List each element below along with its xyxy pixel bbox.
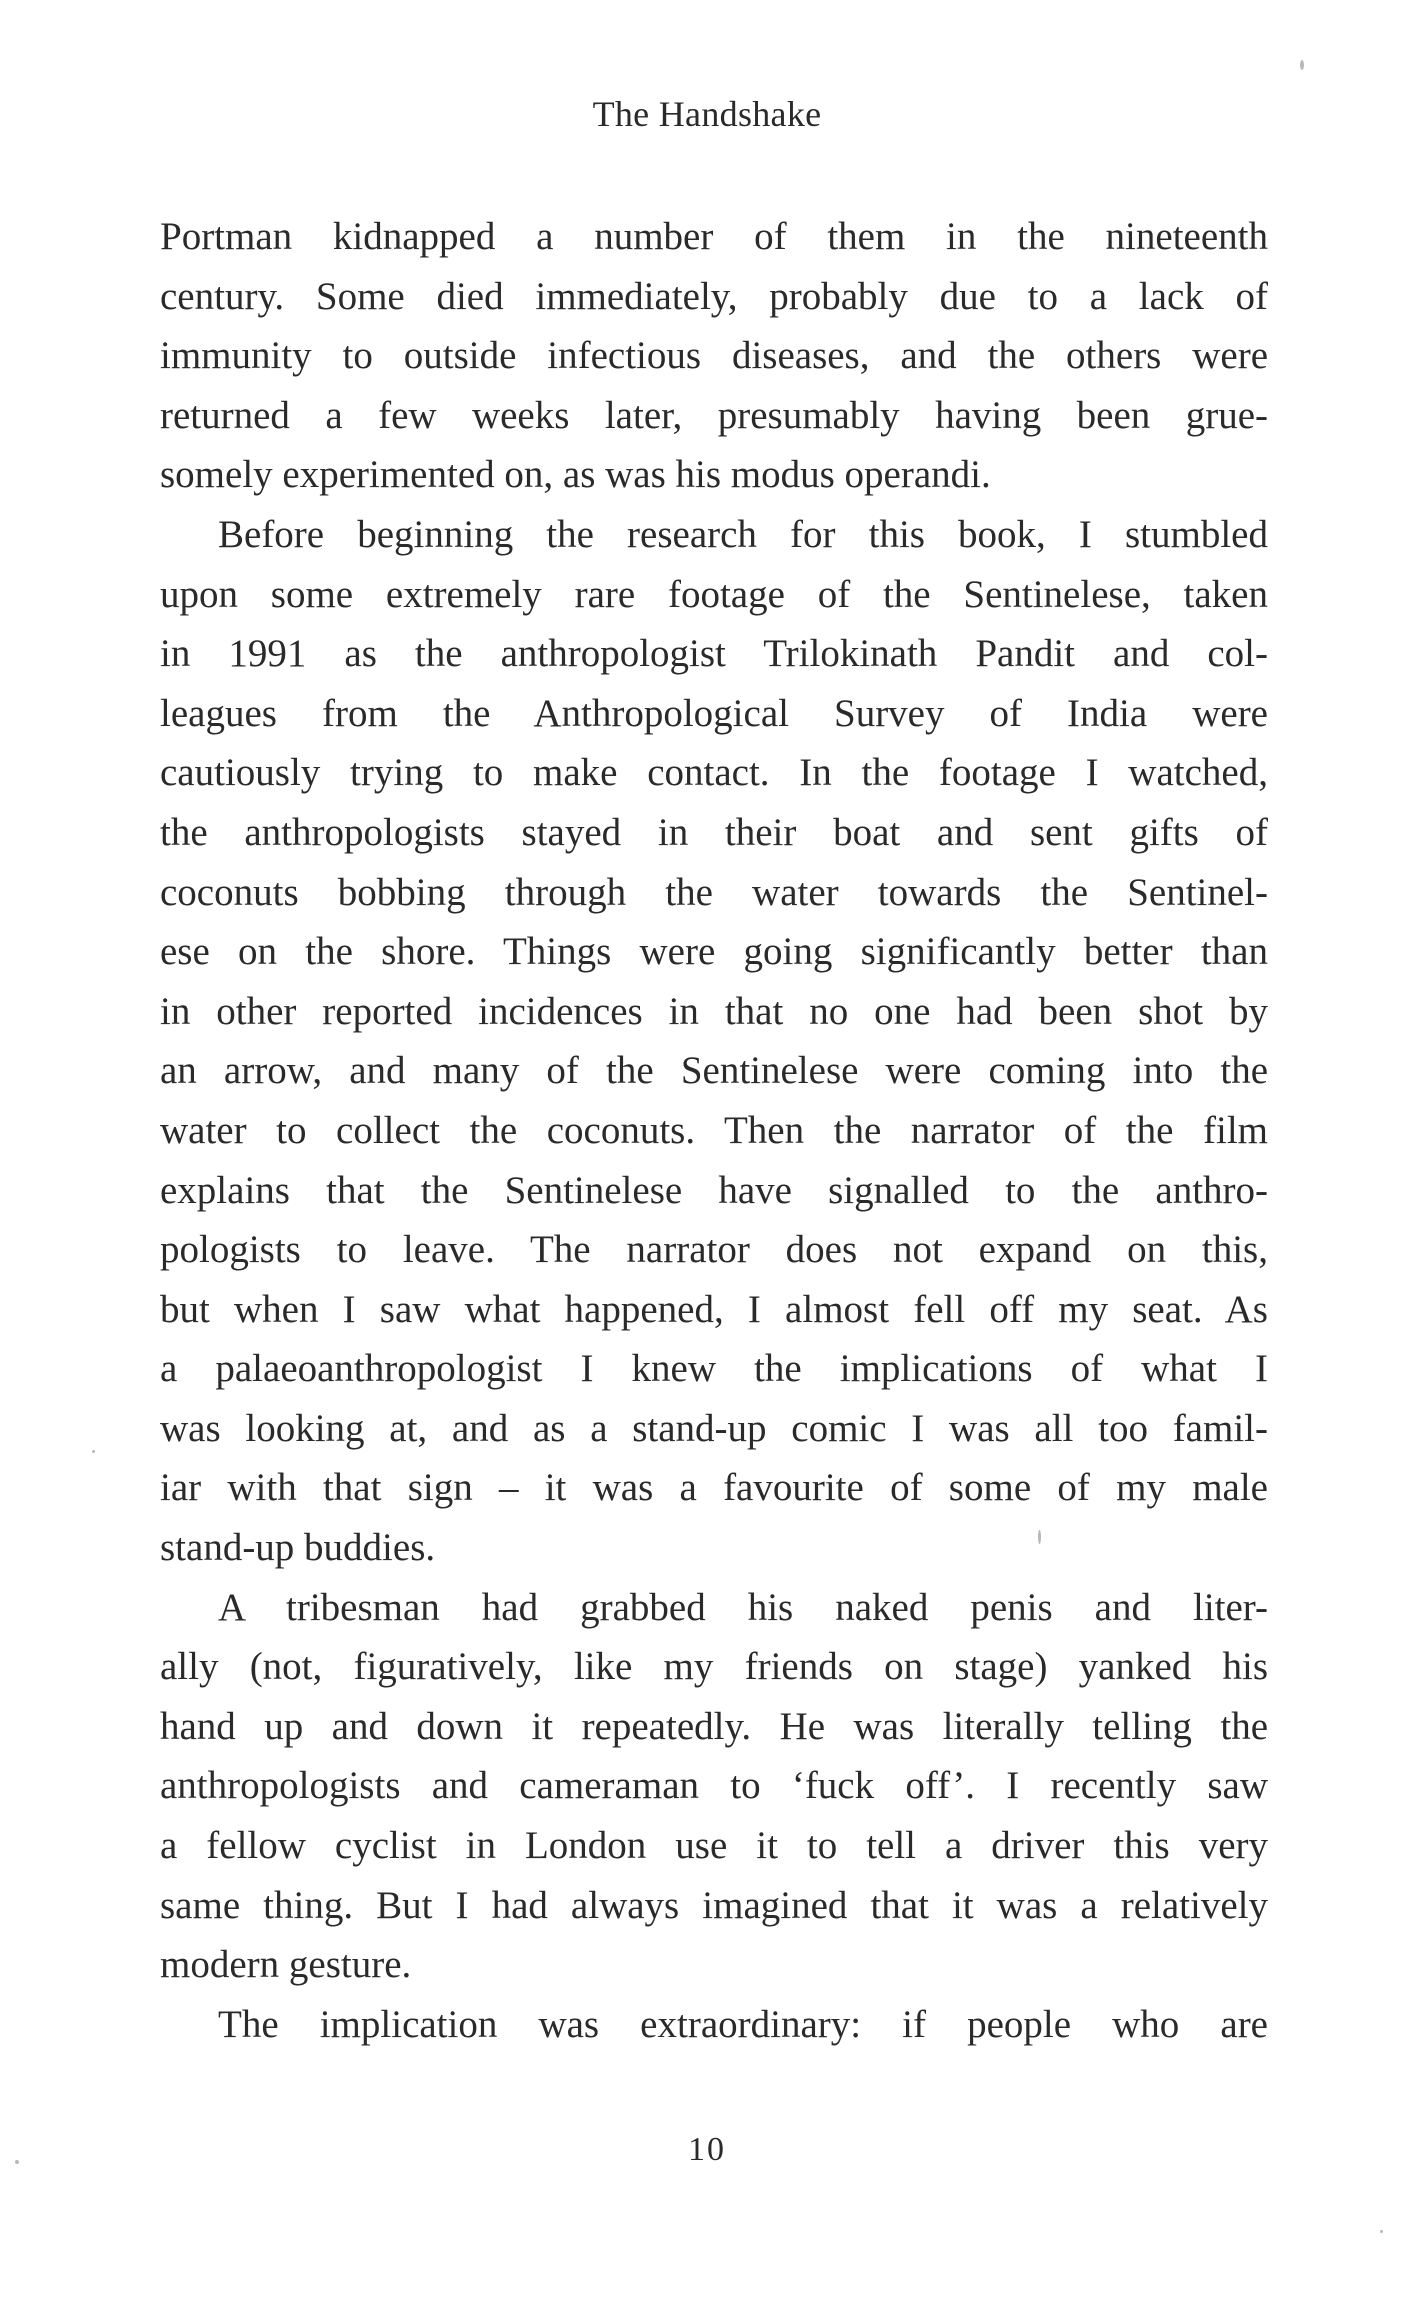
text-line: water to collect the coconuts. Then the narrator of the film — [160, 1108, 1268, 1152]
running-head: The Handshake — [592, 94, 822, 134]
text-line: modern gesture. — [160, 1943, 412, 1987]
text-line: an arrow, and many of the Sentinelese were coming into the — [160, 1049, 1268, 1093]
text-line: hand up and down it repeatedly. He was literally telling the — [160, 1704, 1268, 1748]
text-line: was looking at, and as a stand-up comic I was all too famil- — [160, 1406, 1268, 1450]
text-line: pologists to leave. The narrator does not expand on this, — [160, 1228, 1268, 1272]
body-text — [160, 207, 1268, 2054]
text-line: cautiously trying to make contact. In the footage I watched, — [160, 751, 1268, 795]
text-line: iar with that sign – it was a favourite of some of my male — [160, 1466, 1268, 1510]
text-line: Portman kidnapped a number of them in the nineteenth — [160, 215, 1268, 258]
text-line: anthropologists and cameraman to ‘fuck off’. I recently saw — [160, 1764, 1268, 1808]
text-line: upon some extremely rare footage of the Sentinelese, taken — [160, 572, 1268, 616]
text-line: coconuts bobbing through the water towards the Sentinel- — [160, 870, 1268, 914]
text-line: Before beginning the research for this book, I stumbled — [218, 512, 1268, 556]
text-line: stand-up buddies. — [160, 1526, 436, 1570]
text-line: explains that the Sentinelese have signalled to the anthro- — [160, 1168, 1268, 1212]
text-line: A tribesman had grabbed his naked penis and liter- — [218, 1585, 1268, 1629]
text-line: immunity to outside infectious diseases, and the others were — [160, 334, 1268, 378]
text-line: returned a few weeks later, presumably having been grue- — [160, 393, 1268, 437]
text-line: a palaeoanthropologist I knew the implications of what I — [160, 1347, 1268, 1391]
scan-speck — [15, 2160, 19, 2164]
text-line: somely experimented on, as was his modus operandi. — [160, 453, 991, 497]
text-line: the anthropologists stayed in their boat and sent gifts of — [160, 810, 1268, 854]
text-line: century. Some died immediately, probably due to a lack of — [160, 274, 1268, 318]
text-line: leagues from the Anthropological Survey of India were — [160, 691, 1268, 735]
scan-speck — [1380, 2230, 1383, 2233]
scan-speck — [1300, 60, 1304, 70]
text-line: same thing. But I had always imagined that it was a relatively — [160, 1883, 1268, 1927]
text-line: The implication was extraordinary: if people who are — [218, 2002, 1268, 2046]
scan-speck — [1038, 1530, 1041, 1544]
text-line: but when I saw what happened, I almost fell off my seat. As — [160, 1287, 1268, 1331]
scan-speck — [92, 1450, 95, 1453]
text-line: ese on the shore. Things were going significantly better than — [160, 930, 1268, 974]
text-line: ally (not, figuratively, like my friends on stage) yanked his — [160, 1645, 1268, 1689]
text-line: a fellow cyclist in London use it to tell a driver this very — [160, 1824, 1268, 1868]
page-number: 10 — [688, 2131, 726, 2168]
text-line: in other reported incidences in that no one had been shot by — [160, 989, 1268, 1033]
text-line: in 1991 as the anthropologist Trilokinath Pandit and col- — [160, 632, 1268, 676]
